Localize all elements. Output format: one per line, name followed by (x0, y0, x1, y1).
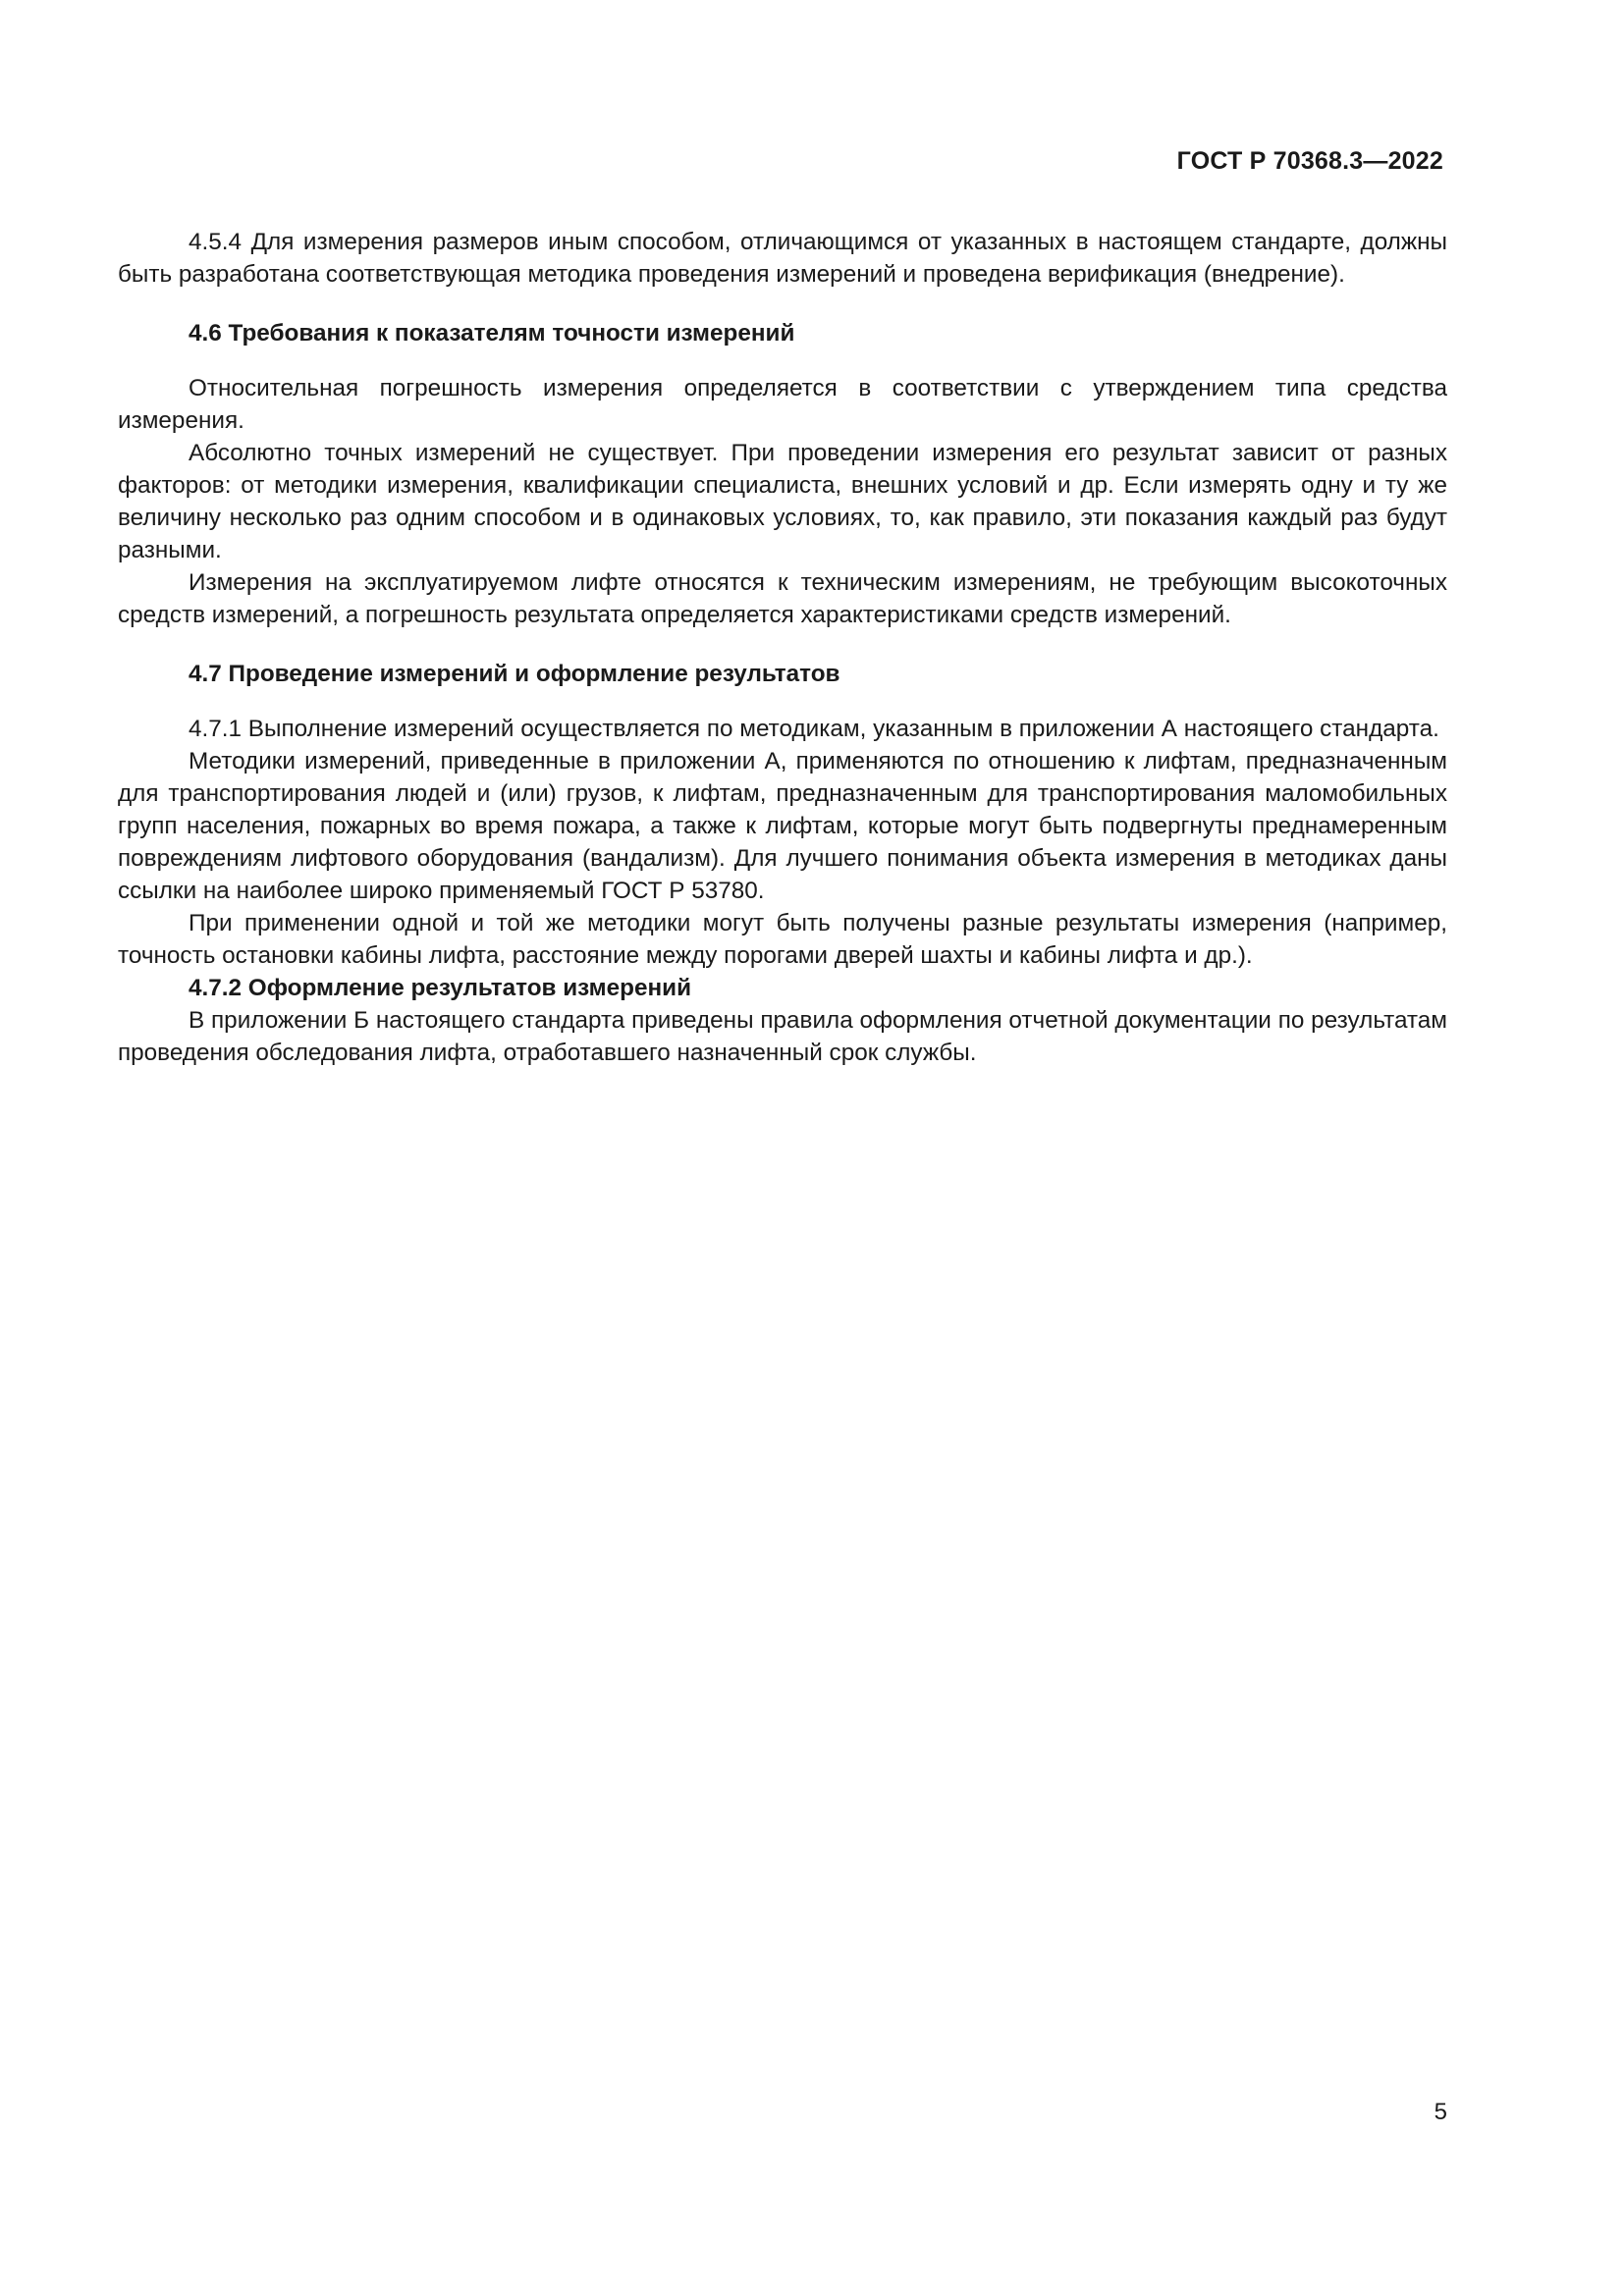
section-heading-4-6: 4.6 Требования к показателям точности измерений (189, 320, 795, 347)
paragraph-4-7-2: В приложении Б настоящего стандарта приведены правила оформления отчетной документации по результатам проведения обследования лифта, отработавшего назначенный срок службы. (118, 1007, 1447, 1066)
document-body (118, 226, 1447, 1069)
paragraph-4-7-1-methods-scope: Методики измерений, приведенные в приложении А, применяются по отношению к лифтам, предназначенным для транспортирования людей и (или) грузов, к лифтам, предназначенным для транспортирования маломобильных групп населения, пожарных во время пожара, а также к лифтам, которые могут быть подвергнуты преднамеренным повреждениям лифтового оборудования (вандализм). Для лучшего понимания объекта измерения в методиках даны ссылки на наиболее широко применяемый ГОСТ Р 53780. (118, 748, 1447, 904)
paragraph-4-7-1: 4.7.1 Выполнение измерений осуществляется по методикам, указанным в приложении А настоящего стандарта. (189, 716, 1439, 742)
page-number: 5 (1434, 2099, 1447, 2125)
paragraph-4-6-technical-measurements: Измерения на эксплуатируемом лифте относятся к техническим измерениям, не требующим высокоточных средств измерений, а погрешность результата определяется характеристиками средств измерений. (118, 569, 1447, 628)
paragraph-4-5-4: 4.5.4 Для измерения размеров иным способом, отличающимся от указанных в настоящем стандарте, должны быть разработана соответствующая методика проведения измерений и проведена верификация (внедрение). (118, 229, 1447, 288)
paragraph-4-6-relative-error: Относительная погрешность измерения определяется в соответствии с утверждением типа средства измерения. (118, 375, 1447, 434)
document-code-header: ГОСТ Р 70368.3—2022 (1176, 147, 1443, 175)
paragraph-4-6-absolute-accuracy: Абсолютно точных измерений не существует. При проведении измерения его результат зависит от разных факторов: от методики измерения, квалификации специалиста, внешних условий и др. Если измерять одну и ту же величину несколько раз одним способом и в одинаковых условиях, то, как правило, эти показания каждый раз будут разными. (118, 440, 1447, 563)
section-heading-4-7-2: 4.7.2 Оформление результатов измерений (189, 975, 692, 1001)
paragraph-4-7-1-different-results: При применении одной и той же методики могут быть получены разные результаты измерения (например, точность остановки кабины лифта, расстояние между порогами дверей шахты и кабины лифта и др.). (118, 910, 1447, 969)
section-heading-4-7: 4.7 Проведение измерений и оформление результатов (189, 661, 840, 687)
